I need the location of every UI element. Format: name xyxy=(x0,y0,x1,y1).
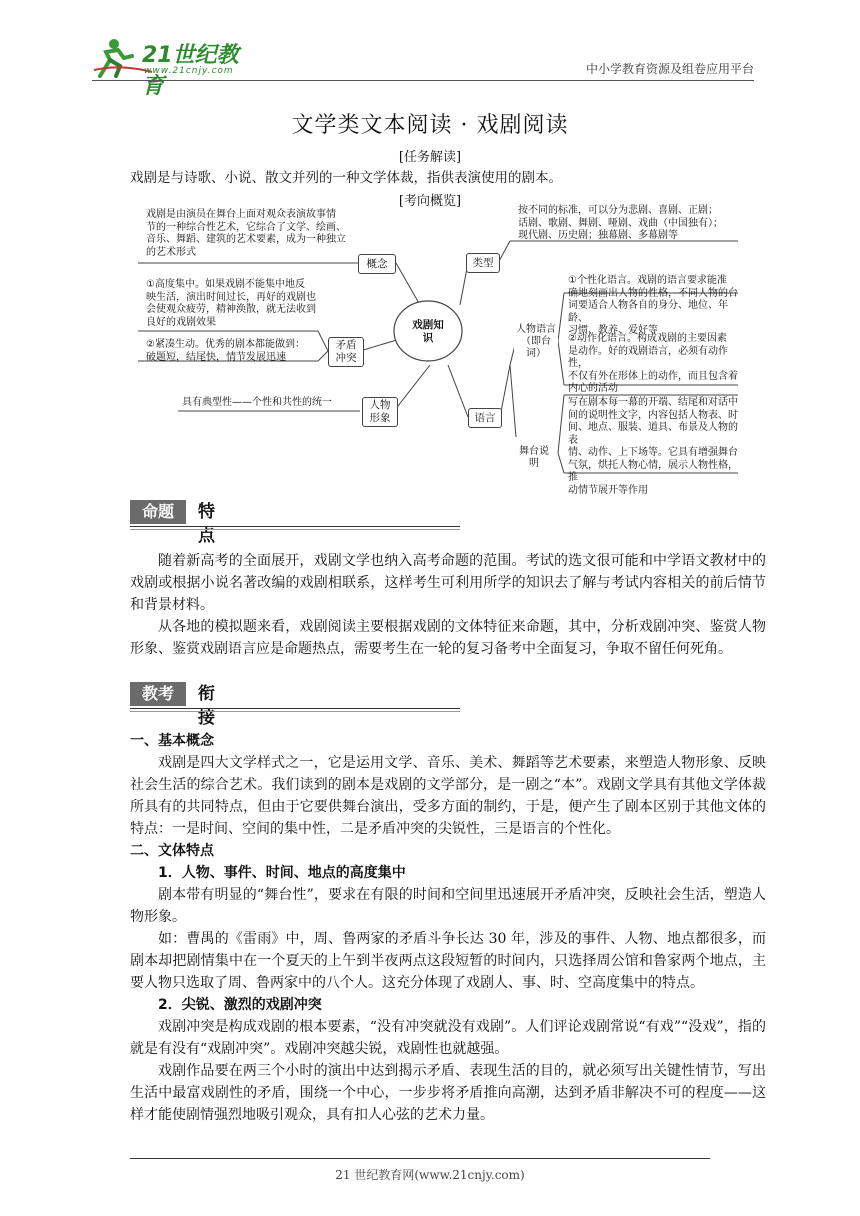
stage-direction-node: 舞台说明 xyxy=(519,446,549,469)
section-tag: 教考 xyxy=(130,682,186,706)
conflict-item-1: ①高度集中。如果戏剧不能集中地反 映生活，演出时间过长，再好的戏剧也 会使观众疲劳，精神涣散，就无法收到 良好的戏剧效果 xyxy=(146,279,316,328)
overview-label: [考向概览] xyxy=(398,194,462,209)
site-logo xyxy=(92,36,252,99)
paragraph: 戏剧作品要在两三个小时的演出中达到揭示矛盾、表现生活的目的，就必须写出关键性情节，写出生活中最富戏剧性的矛盾，围绕一个中心，一步步将矛盾推向高潮，达到矛盾非解决不可的程度——这样才能使剧情强烈地吸引观众，具有扣人心弦的艺术力量。 xyxy=(130,1063,766,1123)
conflict-item-2: ②紧凑生动。优秀的剧本都能做到： 破题短，结尾快，情节发展迅速 xyxy=(146,339,305,363)
section-rule xyxy=(130,708,460,709)
section-rule xyxy=(130,526,460,527)
conflict-node: 矛盾冲突 xyxy=(328,337,364,367)
subheading-conflict: 2．尖锐、激烈的戏剧冲突 xyxy=(158,997,322,1013)
section-rule xyxy=(130,711,460,712)
stage-direction-text: 写在剧本每一幕的开端、结尾和对话中 间的说明性文字，内容包括人物表、时 间、地点、服装、道具、布景及人物的表 情、动作、上下场等。它具有增强舞台 气氛，烘托人物心情，展示人物性格，推 动情节展开等作用 xyxy=(568,397,738,496)
mind-map-center: 戏剧知识 xyxy=(412,319,444,344)
concept-node: 概念 xyxy=(358,254,396,274)
heading-style-features: 二、文体特点 xyxy=(130,843,214,859)
concept-text: 戏剧是由演员在舞台上面对观众表演故事情 节的一种综合性艺术，它综合了文学、绘画、 音乐、舞蹈、建筑的艺术要素，成为一种独立 的艺术形式 xyxy=(146,209,346,258)
footer-divider xyxy=(130,1158,710,1159)
task-label: [任务解读] xyxy=(398,150,462,165)
header-divider xyxy=(92,80,754,81)
section-tag: 命题 xyxy=(130,500,186,524)
paragraph: 如：曹禺的《雷雨》中，周、鲁两家的矛盾斗争长达 30 年，涉及的事件、人物、地点都很多，而剧本却把剧情集中在一个夏天的上午到半夜两点这段短暂的时间内，只选择周公馆和鲁家两个地点，主要人物只选取了周、鲁两家中的八个人。这充分体现了戏剧人、事、时、空高度集中的特点。 xyxy=(130,931,766,991)
paragraph: 剧本带有明显的“舞台性”，要求在有限的时间和空间里迅速展开矛盾冲突，反映社会生活，塑造人物形象。 xyxy=(130,887,766,925)
paragraph: 从各地的模拟题来看，戏剧阅读主要根据戏剧的文体特征来命题，其中，分析戏剧冲突、鉴赏人物形象、鉴赏戏剧语言应是命题热点，需要考生在一轮的复习备考中全面复习，争取不留任何死角。 xyxy=(130,619,766,657)
footer-text: 21 世纪教育网(www.21cnjy.com) xyxy=(335,1168,525,1182)
dialogue-item-1: ①个性化语言。戏剧的语言要求能准 确地刻画出人物的性格，不同人物的台 词要适合人物各自的身分、地位、年龄、 习惯、教养、爱好等 xyxy=(568,275,738,336)
mind-map xyxy=(138,205,738,496)
paragraph: 戏剧是四大文学样式之一，它是运用文学、音乐、美术、舞蹈等艺术要素，来塑造人物形象、反映社会生活的综合艺术。我们读到的剧本是戏剧的文学部分，是一剧之“本”。戏剧文学具有其他文学体裁所具有的共同特点，但由于它要供舞台演出，受多方面的制约，于是，便产生了剧本区别于其他文体的特点：一是时间、空间的集中性，二是矛盾冲突的尖锐性，三是语言的个性化。 xyxy=(130,755,766,837)
page-title: 文学类文本阅读 · 戏剧阅读 xyxy=(291,113,569,138)
intro-text: 戏剧是与诗歌、小说、散文并列的一种文学体裁，指供表演使用的剧本。 xyxy=(130,170,562,186)
type-node: 类型 xyxy=(466,253,500,273)
logo-text: 21世纪教育 xyxy=(142,43,239,99)
section-label: 特点 xyxy=(198,502,215,546)
type-text: 按不同的标准，可以分为悲剧、喜剧、正剧； 话剧、歌剧、舞剧、哑剧、戏曲（中国独有）； 现代剧、历史剧；独幕剧、多幕剧等 xyxy=(518,205,723,241)
character-text: 具有典型性——个性和共性的统一 xyxy=(182,397,332,408)
header-tagline: 中小学教育资源及组卷应用平台 xyxy=(585,62,754,76)
dialogue-node: 人物语言（即台词） xyxy=(516,324,556,359)
section-label: 衔接 xyxy=(198,684,215,728)
subheading-concentration: 1．人物、事件、时间、地点的高度集中 xyxy=(158,865,406,881)
character-node: 人物形象 xyxy=(362,397,398,427)
logo-url: www.21cnjy.com xyxy=(144,66,234,76)
section-rule xyxy=(130,529,460,530)
dialogue-item-2: ②动作化语言。构成戏剧的主要因素 是动作。好的戏剧语言，必须有动作性， 不仅有外在形体上的动作，而且包含着 内心的活动 xyxy=(568,333,738,394)
paragraph: 戏剧冲突是构成戏剧的根本要素，“没有冲突就没有戏剧”。人们评论戏剧常说“有戏”“没戏”，指的就是有没有“戏剧冲突”。戏剧冲突越尖锐，戏剧性也就越强。 xyxy=(130,1019,766,1057)
language-node: 语言 xyxy=(468,408,502,428)
paragraph: 随着新高考的全面展开，戏剧文学也纳入高考命题的范围。考试的选文很可能和中学语文教材中的戏剧或根据小说名著改编的戏剧相联系，这样考生可利用所学的知识去了解与考试内容相关的前后情节和背景材料。 xyxy=(130,553,766,613)
heading-basic-concept: 一、基本概念 xyxy=(130,733,214,749)
